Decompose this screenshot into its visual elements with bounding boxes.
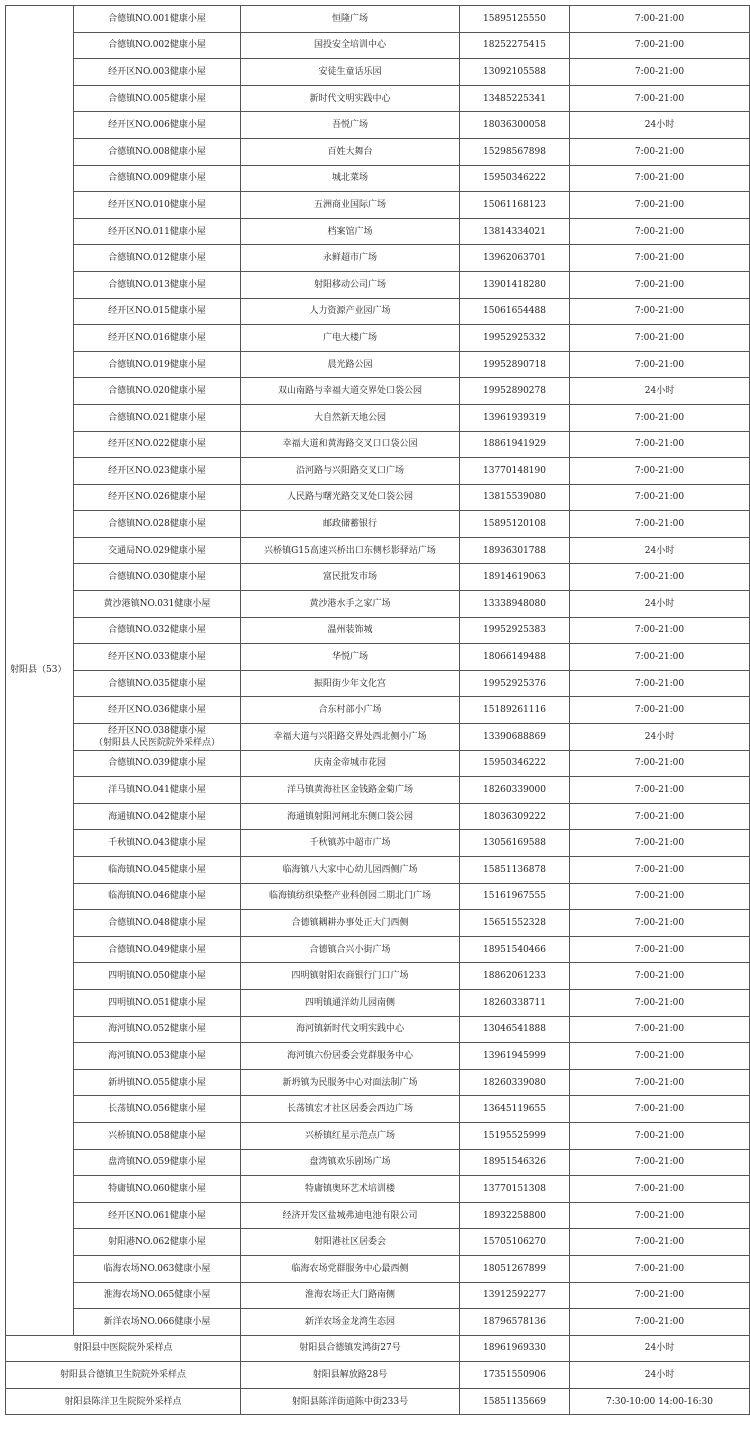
phone-cell: 18914619063 <box>460 564 570 591</box>
phone-cell: 18951540466 <box>460 936 570 963</box>
hours-cell: 7:00-21:00 <box>570 1202 750 1229</box>
hours-cell: 7:00-21:00 <box>570 404 750 431</box>
table-row <box>6 537 750 564</box>
table-row <box>6 724 750 751</box>
hours-cell: 7:00-21:00 <box>570 351 750 378</box>
location-cell: 人民路与曙光路交叉处口袋公园 <box>241 484 460 511</box>
phone-cell: 15851135669 <box>460 1388 570 1415</box>
table-row <box>6 1255 750 1282</box>
hours-cell: 7:00-21:00 <box>570 138 750 165</box>
phone-cell: 18066149488 <box>460 644 570 671</box>
table-row <box>6 670 750 697</box>
location-cell: 安徒生童话乐园 <box>241 59 460 86</box>
phone-cell: 13092105588 <box>460 59 570 86</box>
location-cell: 恒隆广场 <box>241 6 460 33</box>
hours-cell: 24小时 <box>570 1362 750 1389</box>
phone-cell: 18036300058 <box>460 112 570 139</box>
phone-cell: 13770148190 <box>460 458 570 485</box>
site-name-cell: 经开区NO.016健康小屋 <box>74 325 241 352</box>
phone-cell: 18961969330 <box>460 1335 570 1362</box>
hours-cell: 7:00-21:00 <box>570 511 750 538</box>
site-name-cell: 四明镇NO.050健康小屋 <box>74 963 241 990</box>
location-cell: 经济开发区盐城弗迪电池有限公司 <box>241 1202 460 1229</box>
hours-cell: 24小时 <box>570 112 750 139</box>
site-name-cell: 合德镇NO.048健康小屋 <box>74 910 241 937</box>
phone-cell: 15195525999 <box>460 1122 570 1149</box>
table-row <box>6 564 750 591</box>
site-name-cell: 合德镇NO.020健康小屋 <box>74 378 241 405</box>
location-cell: 淮海农场正大门路南侧 <box>241 1282 460 1309</box>
hours-cell: 7:00-21:00 <box>570 857 750 884</box>
site-name-cell: 合德镇NO.030健康小屋 <box>74 564 241 591</box>
location-cell: 海河镇新时代文明实践中心 <box>241 1016 460 1043</box>
site-name-cell: 合德镇NO.009健康小屋 <box>74 165 241 192</box>
site-name-cell: 合德镇NO.039健康小屋 <box>74 750 241 777</box>
hours-cell: 7:00-21:00 <box>570 963 750 990</box>
hours-cell: 7:00-21:00 <box>570 245 750 272</box>
phone-cell: 18252275415 <box>460 32 570 59</box>
site-name-cell: 洋马镇NO.041健康小屋 <box>74 777 241 804</box>
table-row <box>6 325 750 352</box>
phone-cell: 18951546326 <box>460 1149 570 1176</box>
hours-cell: 7:00-21:00 <box>570 85 750 112</box>
site-name-cell: 盘湾镇NO.059健康小屋 <box>74 1149 241 1176</box>
table-row <box>6 1069 750 1096</box>
phone-cell: 13814334021 <box>460 218 570 245</box>
location-cell: 新坍镇为民服务中心对面法制广场 <box>241 1069 460 1096</box>
location-cell: 临海镇八大家中心幼儿园西侧广场 <box>241 857 460 884</box>
location-cell: 双山南路与幸福大道交界处口袋公园 <box>241 378 460 405</box>
site-name-cell: 黄沙港镇NO.031健康小屋 <box>74 591 241 618</box>
site-name-cell: 千秋镇NO.043健康小屋 <box>74 830 241 857</box>
location-cell: 永鲜超市广场 <box>241 245 460 272</box>
table-row <box>6 1202 750 1229</box>
location-cell: 华悦广场 <box>241 644 460 671</box>
phone-cell: 13390688869 <box>460 724 570 751</box>
site-name-cell: 经开区NO.006健康小屋 <box>74 112 241 139</box>
hours-cell: 7:00-21:00 <box>570 830 750 857</box>
hours-cell: 7:00-21:00 <box>570 59 750 86</box>
phone-cell: 18862061233 <box>460 963 570 990</box>
phone-cell: 13961945999 <box>460 1043 570 1070</box>
site-name-cell: 四明镇NO.051健康小屋 <box>74 989 241 1016</box>
location-cell: 沿河路与兴阳路交叉口广场 <box>241 458 460 485</box>
site-name-cell: 临海镇NO.046健康小屋 <box>74 883 241 910</box>
location-cell: 兴桥镇G15高速兴桥出口东侧杉影驿站广场 <box>241 537 460 564</box>
hours-cell: 24小时 <box>570 724 750 751</box>
site-name-cell: 合德镇NO.035健康小屋 <box>74 670 241 697</box>
phone-cell: 19952925383 <box>460 617 570 644</box>
site-name-cell: 经开区NO.011健康小屋 <box>74 218 241 245</box>
location-cell: 射阳移动公司广场 <box>241 271 460 298</box>
location-cell: 振阳街少年文化宫 <box>241 670 460 697</box>
site-name-cell <box>74 724 241 751</box>
location-cell: 临海镇纺织染整产业科创园二期北门广场 <box>241 883 460 910</box>
phone-cell: 15895120108 <box>460 511 570 538</box>
site-name-cell: 合德镇NO.005健康小屋 <box>74 85 241 112</box>
table-row <box>6 351 750 378</box>
site-name: 经开区NO.038健康小屋 <box>108 725 206 736</box>
table-row <box>6 830 750 857</box>
location-cell: 射阳县合德镇发鸿街27号 <box>241 1335 460 1362</box>
table-row <box>6 6 750 33</box>
phone-cell: 17351550906 <box>460 1362 570 1389</box>
hours-cell: 7:00-21:00 <box>570 910 750 937</box>
location-cell: 黄沙港水手之家广场 <box>241 591 460 618</box>
site-name-cell: 特庸镇NO.060健康小屋 <box>74 1176 241 1203</box>
phone-cell: 13485225341 <box>460 85 570 112</box>
site-name-cell: 射阳县合德镇卫生院院外采样点 <box>6 1362 241 1389</box>
site-name-cell: 合德镇NO.021健康小屋 <box>74 404 241 431</box>
site-name-cell: 合德镇NO.012健康小屋 <box>74 245 241 272</box>
location-cell: 合德镇耦耕办事处正大门西侧 <box>241 910 460 937</box>
table-row <box>6 404 750 431</box>
phone-cell: 15950346222 <box>460 750 570 777</box>
site-name-cell: 合德镇NO.028健康小屋 <box>74 511 241 538</box>
phone-cell: 15705106270 <box>460 1229 570 1256</box>
phone-cell: 18260339080 <box>460 1069 570 1096</box>
site-name-note: （射阳县人民医院院外采样点） <box>93 737 220 748</box>
phone-cell: 13962063701 <box>460 245 570 272</box>
site-name-cell: 射阳县中医院院外采样点 <box>6 1335 241 1362</box>
phone-cell: 15061168123 <box>460 192 570 219</box>
phone-cell: 15651552328 <box>460 910 570 937</box>
location-cell: 晨光路公园 <box>241 351 460 378</box>
hours-cell: 7:00-21:00 <box>570 1096 750 1123</box>
site-name-cell: 经开区NO.003健康小屋 <box>74 59 241 86</box>
hours-cell: 7:00-21:00 <box>570 192 750 219</box>
hours-cell: 7:00-21:00 <box>570 1069 750 1096</box>
phone-cell: 13901418280 <box>460 271 570 298</box>
location-cell: 临海农场党群服务中心最西侧 <box>241 1255 460 1282</box>
table-row <box>6 1176 750 1203</box>
phone-cell: 13338948080 <box>460 591 570 618</box>
hours-cell: 7:00-21:00 <box>570 1043 750 1070</box>
location-cell: 千秋镇苏中超市广场 <box>241 830 460 857</box>
site-name-cell: 临海农场NO.063健康小屋 <box>74 1255 241 1282</box>
location-cell: 长荡镇宏才社区居委会西边广场 <box>241 1096 460 1123</box>
table-row <box>6 271 750 298</box>
hours-cell: 7:00-21:00 <box>570 32 750 59</box>
site-name-cell: 合德镇NO.019健康小屋 <box>74 351 241 378</box>
hours-cell: 7:00-21:00 <box>570 617 750 644</box>
phone-cell: 13770151308 <box>460 1176 570 1203</box>
table-row <box>6 59 750 86</box>
location-cell: 幸福大道与兴阳路交界处西北侧小广场 <box>241 724 460 751</box>
phone-cell: 18036309222 <box>460 803 570 830</box>
hours-cell: 7:00-21:00 <box>570 644 750 671</box>
phone-cell: 15161967555 <box>460 883 570 910</box>
site-name-cell: 经开区NO.022健康小屋 <box>74 431 241 458</box>
hours-cell: 7:00-21:00 <box>570 431 750 458</box>
phone-cell: 15851136878 <box>460 857 570 884</box>
location-cell: 射阳县解放路28号 <box>241 1362 460 1389</box>
phone-cell: 19952890278 <box>460 378 570 405</box>
table-row <box>6 1309 750 1336</box>
site-name-cell: 合德镇NO.001健康小屋 <box>74 6 241 33</box>
location-cell: 富民批发市场 <box>241 564 460 591</box>
table-row <box>6 511 750 538</box>
hours-cell: 7:00-21:00 <box>570 484 750 511</box>
site-name-cell: 海河镇NO.053健康小屋 <box>74 1043 241 1070</box>
table-row <box>6 1149 750 1176</box>
phone-cell: 13046541888 <box>460 1016 570 1043</box>
phone-cell: 18051267899 <box>460 1255 570 1282</box>
hours-cell: 7:00-21:00 <box>570 1282 750 1309</box>
table-row <box>6 936 750 963</box>
hours-cell: 7:00-21:00 <box>570 1016 750 1043</box>
table-row <box>6 1282 750 1309</box>
hours-cell: 7:00-21:00 <box>570 564 750 591</box>
phone-cell: 13912592277 <box>460 1282 570 1309</box>
table-row <box>6 857 750 884</box>
hours-cell: 24小时 <box>570 591 750 618</box>
hours-cell: 7:00-21:00 <box>570 271 750 298</box>
site-name-cell: 射阳县陈洋卫生院院外采样点 <box>6 1388 241 1415</box>
phone-cell: 18861941929 <box>460 431 570 458</box>
site-name-cell: 合德镇NO.008健康小屋 <box>74 138 241 165</box>
location-cell: 国投安全培训中心 <box>241 32 460 59</box>
hours-cell: 7:00-21:00 <box>570 165 750 192</box>
county-cell: 射阳县（53） <box>6 6 74 1336</box>
phone-cell: 15298567898 <box>460 138 570 165</box>
table-row <box>6 1122 750 1149</box>
hours-cell: 7:00-21:00 <box>570 883 750 910</box>
location-cell: 百姓大舞台 <box>241 138 460 165</box>
table-row <box>6 378 750 405</box>
hours-cell: 7:00-21:00 <box>570 6 750 33</box>
location-cell: 新时代文明实践中心 <box>241 85 460 112</box>
location-cell: 合东村部小广场 <box>241 697 460 724</box>
site-name-cell: 新坍镇NO.055健康小屋 <box>74 1069 241 1096</box>
site-name-cell: 经开区NO.033健康小屋 <box>74 644 241 671</box>
location-cell: 城北菜场 <box>241 165 460 192</box>
location-cell: 温州装饰城 <box>241 617 460 644</box>
location-cell: 四明镇通洋幼儿园南侧 <box>241 989 460 1016</box>
location-cell: 特庸镇奥环艺术培训楼 <box>241 1176 460 1203</box>
site-name-cell: 经开区NO.023健康小屋 <box>74 458 241 485</box>
hours-cell: 7:00-21:00 <box>570 1176 750 1203</box>
table-row <box>6 138 750 165</box>
location-cell: 兴桥镇红星示范点广场 <box>241 1122 460 1149</box>
site-name-cell: 经开区NO.015健康小屋 <box>74 298 241 325</box>
table-row <box>6 591 750 618</box>
site-name-cell: 淮海农场NO.065健康小屋 <box>74 1282 241 1309</box>
table-row <box>6 750 750 777</box>
table-row <box>6 192 750 219</box>
location-cell: 射阳县陈洋街道陈中街233号 <box>241 1388 460 1415</box>
hours-cell: 7:30-10:00 14:00-16:30 <box>570 1388 750 1415</box>
table-row <box>6 85 750 112</box>
site-name-cell: 合德镇NO.049健康小屋 <box>74 936 241 963</box>
phone-cell: 15061654488 <box>460 298 570 325</box>
phone-cell: 18260338711 <box>460 989 570 1016</box>
location-cell: 海河镇六份居委会党群服务中心 <box>241 1043 460 1070</box>
table-row <box>6 989 750 1016</box>
phone-cell: 15895125550 <box>460 6 570 33</box>
site-name-cell: 交通局NO.029健康小屋 <box>74 537 241 564</box>
phone-cell: 13056169588 <box>460 830 570 857</box>
hours-cell: 7:00-21:00 <box>570 325 750 352</box>
table-row <box>6 112 750 139</box>
site-name-cell: 射阳港NO.062健康小屋 <box>74 1229 241 1256</box>
hours-cell: 7:00-21:00 <box>570 218 750 245</box>
site-name-cell: 新洋农场NO.066健康小屋 <box>74 1309 241 1336</box>
hours-cell: 24小时 <box>570 378 750 405</box>
table-row <box>6 1362 750 1389</box>
table-row <box>6 484 750 511</box>
testing-site-table <box>5 5 750 1415</box>
table-row <box>6 883 750 910</box>
hours-cell: 7:00-21:00 <box>570 298 750 325</box>
table-row <box>6 431 750 458</box>
hours-cell: 7:00-21:00 <box>570 1122 750 1149</box>
table-row <box>6 1016 750 1043</box>
table-row <box>6 963 750 990</box>
location-cell: 人力资源产业园广场 <box>241 298 460 325</box>
site-name-cell: 临海镇NO.045健康小屋 <box>74 857 241 884</box>
location-cell: 大自然新天地公园 <box>241 404 460 431</box>
phone-cell: 18260339000 <box>460 777 570 804</box>
location-cell: 海通镇射阳河闸北东侧口袋公园 <box>241 803 460 830</box>
site-name-cell: 经开区NO.061健康小屋 <box>74 1202 241 1229</box>
site-name-cell: 合德镇NO.002健康小屋 <box>74 32 241 59</box>
hours-cell: 7:00-21:00 <box>570 1309 750 1336</box>
hours-cell: 24小时 <box>570 1335 750 1362</box>
table-row <box>6 32 750 59</box>
location-cell: 庆南金帝城市花园 <box>241 750 460 777</box>
hours-cell: 7:00-21:00 <box>570 697 750 724</box>
hours-cell: 7:00-21:00 <box>570 1149 750 1176</box>
site-name-cell: 海通镇NO.042健康小屋 <box>74 803 241 830</box>
table-body <box>6 6 750 1415</box>
table-row <box>6 298 750 325</box>
phone-cell: 18932258800 <box>460 1202 570 1229</box>
phone-cell: 18796578136 <box>460 1309 570 1336</box>
location-cell: 射阳港社区居委会 <box>241 1229 460 1256</box>
table-row <box>6 644 750 671</box>
site-name-cell: 海河镇NO.052健康小屋 <box>74 1016 241 1043</box>
hours-cell: 7:00-21:00 <box>570 1229 750 1256</box>
hours-cell: 7:00-21:00 <box>570 777 750 804</box>
phone-cell: 18936301788 <box>460 537 570 564</box>
table-row <box>6 1335 750 1362</box>
location-cell: 四明镇射阳农商银行门口广场 <box>241 963 460 990</box>
phone-cell: 13961939319 <box>460 404 570 431</box>
location-cell: 盘湾镇欢乐剧场广场 <box>241 1149 460 1176</box>
location-cell: 合德镇合兴小街广场 <box>241 936 460 963</box>
site-name-cell: 长荡镇NO.056健康小屋 <box>74 1096 241 1123</box>
phone-cell: 19952925376 <box>460 670 570 697</box>
hours-cell: 7:00-21:00 <box>570 1255 750 1282</box>
location-cell: 五洲商业国际广场 <box>241 192 460 219</box>
hours-cell: 7:00-21:00 <box>570 458 750 485</box>
hours-cell: 7:00-21:00 <box>570 989 750 1016</box>
phone-cell: 19952890718 <box>460 351 570 378</box>
location-cell: 新洋农场金龙湾生态园 <box>241 1309 460 1336</box>
table-row <box>6 458 750 485</box>
location-cell: 邮政储蓄银行 <box>241 511 460 538</box>
location-cell: 档案馆广场 <box>241 218 460 245</box>
table-row <box>6 777 750 804</box>
table-row <box>6 910 750 937</box>
table-row <box>6 803 750 830</box>
site-name-cell: 合德镇NO.032健康小屋 <box>74 617 241 644</box>
site-name-cell: 兴桥镇NO.058健康小屋 <box>74 1122 241 1149</box>
location-cell: 幸福大道和黄海路交叉口口袋公园 <box>241 431 460 458</box>
table-row <box>6 1096 750 1123</box>
table-row <box>6 1043 750 1070</box>
table-row <box>6 1229 750 1256</box>
table-row <box>6 245 750 272</box>
hours-cell: 7:00-21:00 <box>570 936 750 963</box>
hours-cell: 7:00-21:00 <box>570 803 750 830</box>
phone-cell: 13645119655 <box>460 1096 570 1123</box>
location-cell: 洋马镇黄海社区金钱路金菊广场 <box>241 777 460 804</box>
phone-cell: 13815539080 <box>460 484 570 511</box>
hours-cell: 7:00-21:00 <box>570 750 750 777</box>
site-name-cell: 合德镇NO.013健康小屋 <box>74 271 241 298</box>
table-row <box>6 617 750 644</box>
site-name-cell: 经开区NO.010健康小屋 <box>74 192 241 219</box>
hours-cell: 7:00-21:00 <box>570 670 750 697</box>
site-name-cell: 经开区NO.036健康小屋 <box>74 697 241 724</box>
table-row <box>6 697 750 724</box>
phone-cell: 19952925332 <box>460 325 570 352</box>
table-row <box>6 1388 750 1415</box>
hours-cell: 24小时 <box>570 537 750 564</box>
table-row <box>6 218 750 245</box>
location-cell: 吾悦广场 <box>241 112 460 139</box>
table-row <box>6 165 750 192</box>
phone-cell: 15189261116 <box>460 697 570 724</box>
site-name-cell: 经开区NO.026健康小屋 <box>74 484 241 511</box>
phone-cell: 15950346222 <box>460 165 570 192</box>
location-cell: 广电大楼广场 <box>241 325 460 352</box>
